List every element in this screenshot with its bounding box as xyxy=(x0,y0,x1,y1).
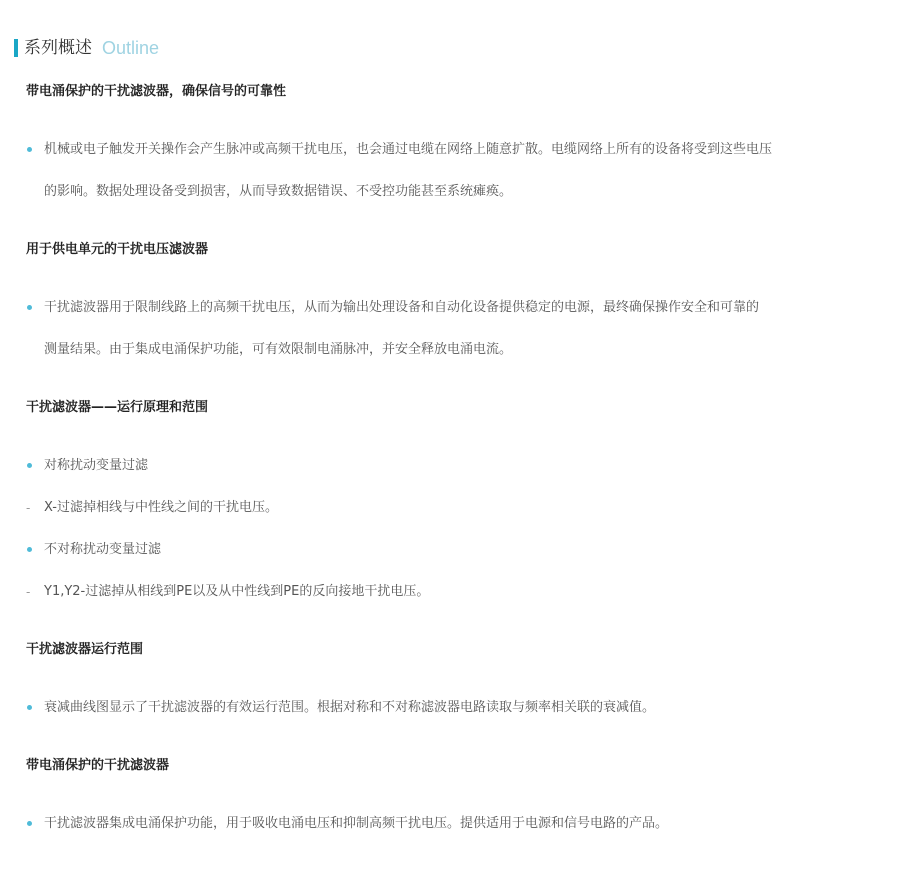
item-text-line: 机械或电子触发开关操作会产生脉冲或高频干扰电压，也会通过电缆在网络上随意扩散。电缆网络上所有的设备将受到这些电压 xyxy=(44,142,773,157)
header-title: 系列概述 xyxy=(24,38,92,58)
dash-marker: - xyxy=(26,585,31,599)
list-item xyxy=(26,445,886,487)
section-title: 带电涌保护的干扰滤波器，确保信号的可靠性 xyxy=(26,84,287,99)
section-spacer xyxy=(26,729,886,745)
content xyxy=(26,71,886,845)
section-spacer xyxy=(26,613,886,629)
dash-marker: - xyxy=(26,501,31,515)
section-title: 干扰滤波器运行范围 xyxy=(26,642,144,657)
list-item xyxy=(26,687,886,729)
list-item xyxy=(26,129,886,213)
list-item xyxy=(26,803,886,845)
section-spacer xyxy=(26,213,886,229)
header-subtitle: Outline xyxy=(102,38,160,58)
title-spacer xyxy=(26,787,886,803)
accent-bar xyxy=(14,39,18,57)
title-spacer xyxy=(26,671,886,687)
item-text-line: 衰减曲线图显示了干扰滤波器的有效运行范围。根据对称和不对称滤波器电路读取与频率相关联的衰减值。 xyxy=(44,700,656,715)
item-text-line: Y1,Y2-过滤掉从相线到PE以及从中性线到PE的反向接地干扰电压。 xyxy=(44,584,430,599)
item-text-line: 不对称扰动变量过滤 xyxy=(44,542,162,557)
title-spacer xyxy=(26,429,886,445)
section-title: 用于供电单元的干扰电压滤波器 xyxy=(26,242,209,257)
item-text-line: 的影响。数据处理设备受到损害，从而导致数据错误、不受控功能甚至系统瘫痪。 xyxy=(44,184,513,199)
list-item xyxy=(26,287,886,371)
title-spacer xyxy=(26,271,886,287)
title-spacer xyxy=(26,113,886,129)
section-title: 干扰滤波器——运行原理和范围 xyxy=(26,400,209,415)
list-item xyxy=(26,487,886,529)
item-text-line: X-过滤掉相线与中性线之间的干扰电压。 xyxy=(44,500,278,515)
section-spacer xyxy=(26,371,886,387)
section-header xyxy=(14,37,159,59)
item-text-line: 测量结果。由于集成电涌保护功能，可有效限制电涌脉冲，并安全释放电涌电流。 xyxy=(44,342,513,357)
list-item xyxy=(26,529,886,571)
item-text-line: 干扰滤波器用于限制线路上的高频干扰电压，从而为输出处理设备和自动化设备提供稳定的电源，最终确保操作安全和可靠的 xyxy=(44,300,760,315)
list-item xyxy=(26,571,886,613)
section-title: 带电涌保护的干扰滤波器 xyxy=(26,758,170,773)
item-text-line: 干扰滤波器集成电涌保护功能，用于吸收电涌电压和抑制高频干扰电压。提供适用于电源和信号电路的产品。 xyxy=(44,816,669,831)
item-text-line: 对称扰动变量过滤 xyxy=(44,458,149,473)
